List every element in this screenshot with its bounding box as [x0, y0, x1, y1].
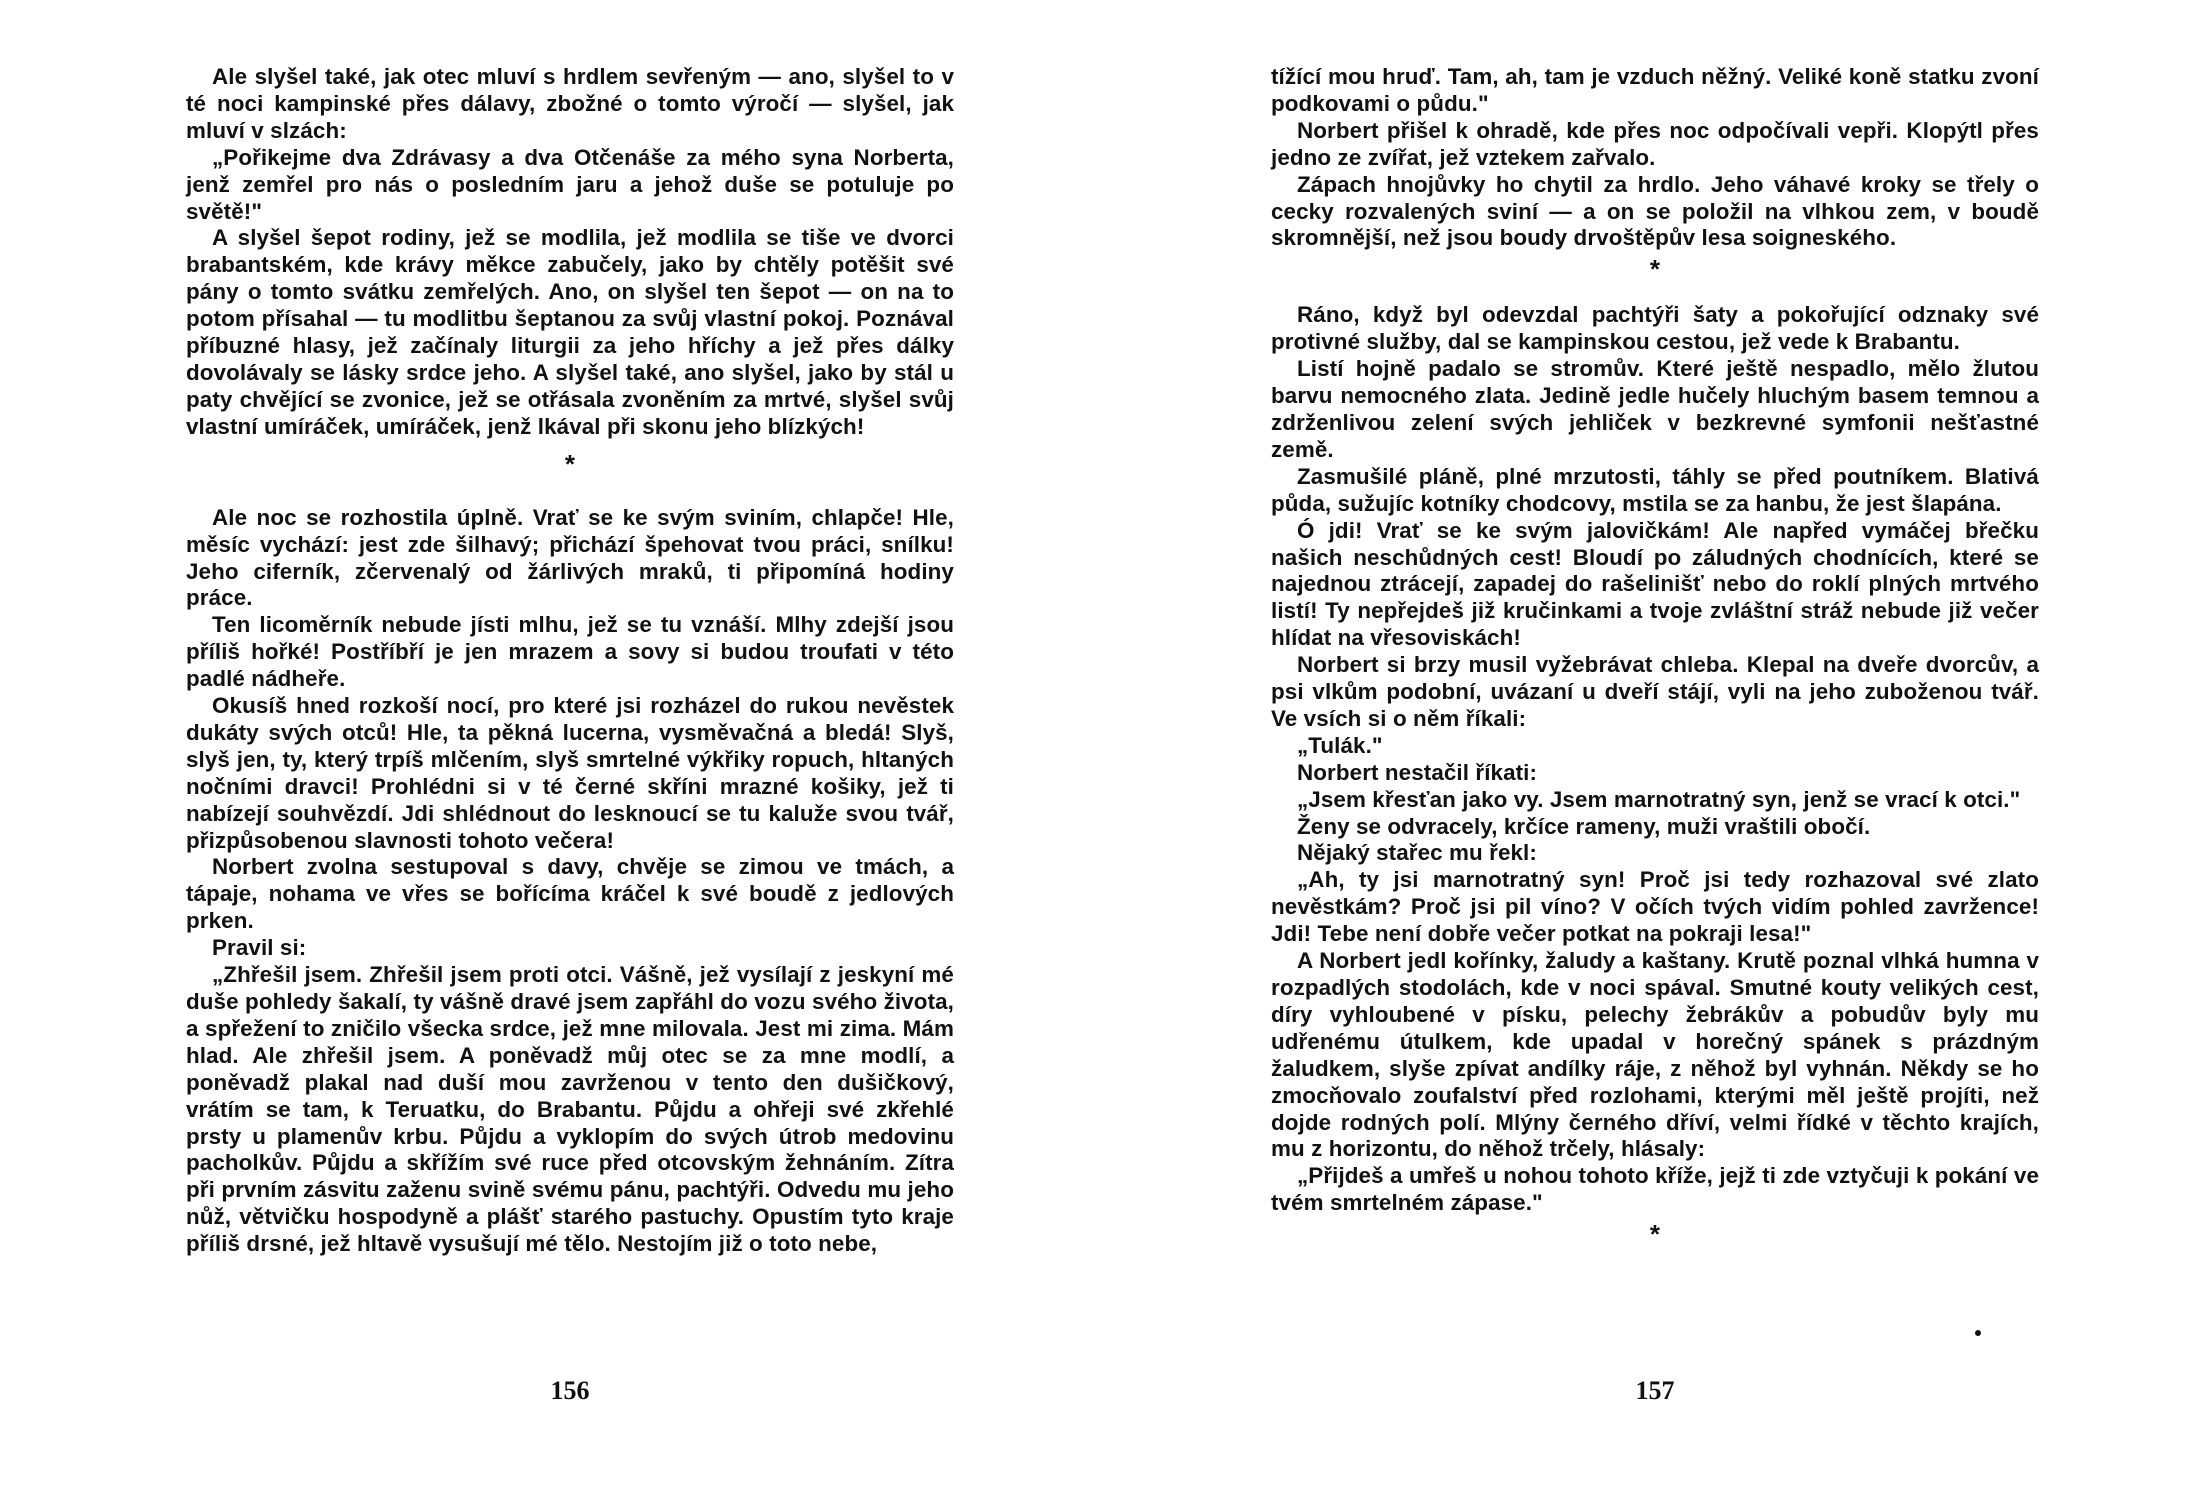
paragraph: Listí hojně padalo se stromův. Které ještě nespadlo, mělo žlutou barvu nemocného zlata. Jedině jedle hučely hluchým basem temnou a zdrženlivou zelení svých jehliček v bezkrevné symfonii nešťastné země. — [1271, 356, 2039, 462]
paragraph: Pravil si: — [212, 935, 307, 961]
paragraph: „Ah, ty jsi marnotratný syn! Proč jsi tedy rozhazoval své zlato nevěstkám? Proč jsi pil víno? V očích tvých vidím pohled zavržence! Jdi! Tebe není dobře večer potkat na pokraji lesa!" — [1271, 867, 2039, 947]
paragraph: Okusíš hned rozkoší nocí, pro které jsi rozházel do rukou nevěstek dukáty svých otců! Hle, ta pěkná lucerna, vysměvačná a bledá! Slyš, slyš jen, ty, který trpíš mlčením, slyš smrtelné výkřiky ropuch, hltaných nočními dravci! Prohlédni si v té černé skříni mrazné košiky, jež ti nabízejí souhvězdí. Jdi shlédnout do lesknoucí se tu kaluže svou tvář, přizpůsobenou slavnosti tohoto večera! — [186, 693, 954, 853]
right-page — [1271, 64, 2039, 1249]
paragraph: Norbert přišel k ohradě, kde přes noc odpočívali vepři. Klopýtl přes jedno ze zvířat, jež vztekem zařvalo. — [1271, 117, 2039, 170]
paragraph: „Jsem křesťan jako vy. Jsem marnotratný syn, jenž se vrací k otci." — [1297, 786, 2021, 812]
paragraph: „Pořikejme dva Zdrávasy a dva Otčenáše za mého syna Norberta, jenž zemřel pro nás o posledním jaru a jehož duše se potuluje po světě!" — [186, 144, 954, 224]
ink-speck — [1975, 1330, 1981, 1336]
paragraph: Zasmušilé pláně, plné mrzutosti, táhly se před poutníkem. Blativá půda, sužujíc kotníky chodcovy, mstila se za hanbu, že jest šlapána. — [1271, 463, 2039, 516]
paragraph: Ale slyšel také, jak otec mluví s hrdlem sevřeným — ano, slyšel to v té noci kampinské přes dálavy, zbožné o tomto výročí — slyšel, jak mluví v slzách: — [186, 64, 954, 143]
paragraph: Ráno, když byl odevzdal pachtýři šaty a pokořující odznaky své protivné služby, dal se kampinskou cestou, jež vede k Brabantu. — [1271, 302, 2039, 355]
paragraph: Norbert si brzy musil vyžebrávat chleba. Klepal na dveře dvorcův, a psi vlkům podobní, uvázaní u dveří stájí, vyli na jeho zuboženou tvář. Ve vsích si o něm říkali: — [1271, 652, 2039, 731]
section-divider: * — [1649, 254, 1661, 285]
paragraph: Norbert zvolna sestupoval s davy, chvěje se zimou ve tmách, a tápaje, nohama ve vřes se bořícíma kráčel k své boudě z jedlových prken. — [186, 854, 954, 934]
paragraph: Ten licoměrník nebude jísti mlhu, jež se tu vznáší. Mlhy zdejší jsou příliš hořké! Postříbří je jen mrazem a sovy si budou troufati v této padlé nádheře. — [186, 612, 954, 692]
paragraph: Ale noc se rozhostila úplně. Vrať se ke svým sviním, chlapče! Hle, měsíc vychází: jest zde šilhavý; přichází špehovat tvou práci, snílku! Jeho ciferník, zčervenalý od žárlivých mraků, ti připomíná hodiny práce. — [186, 504, 954, 611]
section-divider: * — [564, 448, 576, 479]
paragraph: „Tulák." — [1297, 732, 1383, 758]
paragraph: tížící mou hruď. Tam, ah, tam je vzduch něžný. Veliké koně statku zvoní podkovami o půdu." — [1271, 64, 2039, 116]
paragraph: A Norbert jedl kořínky, žaludy a kaštany. Krutě poznal vlhká humna v rozpadlých stodolách, kde v noci spával. Smutné kouty velikých cest, díry vyhloubené v písku, pelechy žebrákův a pobudův byly mu udřenému útulkem, kde upadal v horečný spánek s prázdným žaludkem, slyše zpívat andílky ráje, z něhož byl vyhnán. Někdy se ho zmocňovalo zoufalství před rozlohami, kterými měl ještě projíti, než dojde rodných polí. Mlýny černého dříví, velmi řídké v těchto krajích, mu z horizontu, do něhož trčely, hlásaly: — [1271, 948, 2039, 1162]
paragraph: Ó jdi! Vrať se ke svým jalovičkám! Ale napřed vymáčej břečku našich neschůdných cest! Bloudí po záludných chodnících, které se najednou ztrácejí, zapadej do rašelinišť nebo do roklí plných mrtvého listí! Ty nepřejdeš již kručinkami a tvoje zvláštní stráž nebude již večer hlídat na vřesoviskách! — [1271, 517, 2039, 651]
right-page-text — [1271, 64, 2039, 1249]
paragraph: Norbert nestačil říkati: — [1297, 759, 1538, 785]
paragraph: Ženy se odvracely, krčíce rameny, muži vraštili obočí. — [1297, 813, 1871, 839]
left-page — [186, 64, 954, 1258]
section-end-mark: * — [1649, 1219, 1661, 1250]
paragraph: Nějaký stařec mu řekl: — [1297, 840, 1537, 866]
paragraph: „Přijdeš a umřeš u nohou tohoto kříže, jejž ti zde vztyčuji k pokání ve tvém smrtelném zápase." — [1271, 1163, 2039, 1216]
paragraph: „Zhřešil jsem. Zhřešil jsem proti otci. Vášně, jež vysílají z jeskyní mé duše pohledy šakalí, ty vášně dravé jsem zapřáhl do vozu svého života, a spřežení to zničilo všecka srdce, jež mne milovala. Jest mi zima. Mám hlad. Ale zhřešil jsem. A poněvadž můj otec se za mne modlí, a poněvadž plakal nad duší mou zavrženou v tento den dušičkový, vrátím se tam, k Teruatku, do Brabantu. Půjdu a ohřeji své zkřehlé prsty u plamenův krbu. Půjdu a vyklopím do svých útrob medovinu pacholkův. Půjdu a skřížím své ruce před otcovským žehnáním. Zítra při prvním zásvitu zaženu svině svému pánu, pachtýři. Odvedu mu jeho nůž, větvičku hospodyně a plášť starého pastuchy. Opustím tyto kraje příliš drsné, jež hltavě vysušují mé tělo. Nestojím již o toto nebe, — [186, 962, 954, 1257]
left-page-text — [186, 64, 954, 1258]
page-number-left: 156 — [550, 1376, 590, 1405]
paragraph: A slyšel šepot rodiny, jež se modlila, jež modlila se tiše ve dvorci brabantském, kde krávy měkce zabučely, jako by chtěly potěšit své pány o tomto svátku zemřelých. Ano, on slyšel ten šepot — on na to potom přísahal — tu modlitbu šeptanou za svůj vlastní pokoj. Poznával příbuzné hlasy, jež začínaly liturgii za jeho hříchy a jež přes dálky dovolávaly se lásky srdce jeho. A slyšel také, ano slyšel, jako by stál u paty chvějící se zvonice, jež se otřásala zvoněním za mrtvé, slyšel svůj vlastní umíráček, umíráček, jenž lkával při skonu jeho blízkých! — [186, 225, 954, 439]
page-number-right: 157 — [1635, 1376, 1675, 1405]
paragraph: Zápach hnojůvky ho chytil za hrdlo. Jeho váhavé kroky se třely o cecky rozvalených sviní — a on se položil na vlhkou zem, v boudě skromnější, než jsou boudy drvoštěpův lesa soigneského. — [1271, 171, 2039, 251]
